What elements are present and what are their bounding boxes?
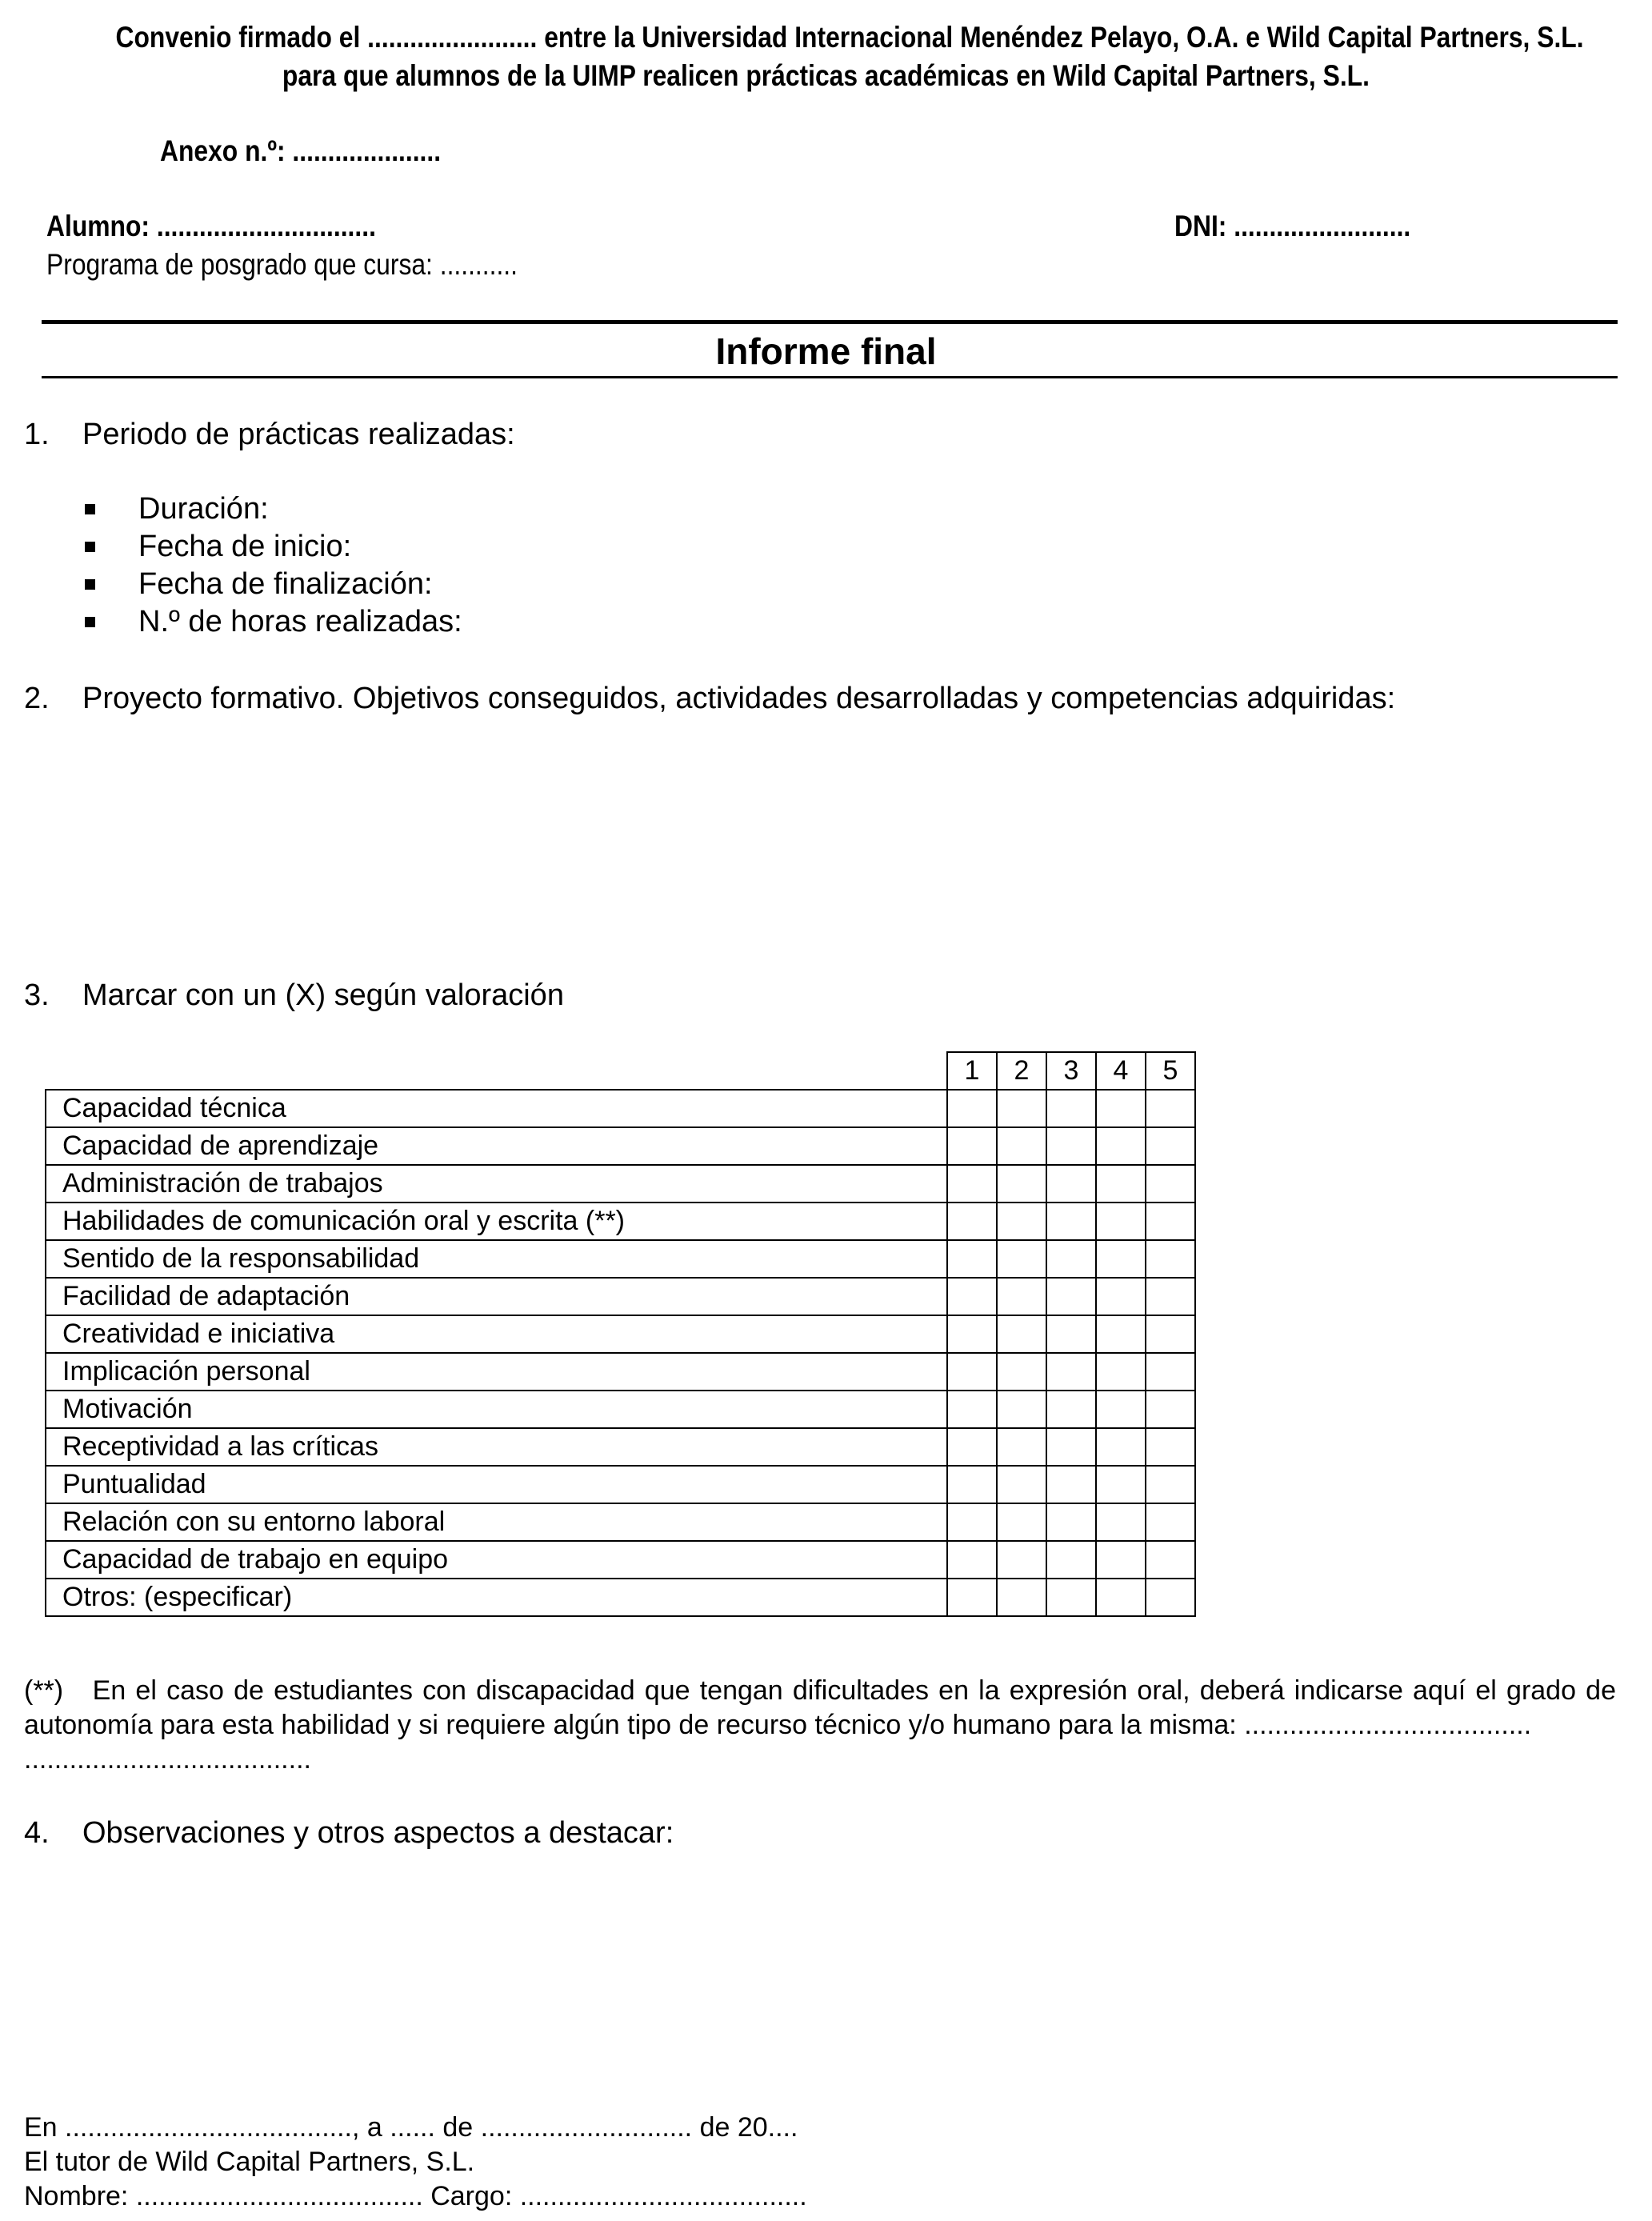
agreement-header-line-2: para que alumnos de la UIMP realicen prácticas académicas en Wild Capital Partners, S.L. [282, 59, 1370, 92]
programa-field: Programa de posgrado que cursa: ........... [46, 248, 518, 281]
title-bottom-rule [42, 376, 1618, 378]
rating-cell[interactable] [947, 1353, 997, 1391]
rating-cell[interactable] [1146, 1541, 1195, 1579]
rating-cell[interactable] [1096, 1165, 1146, 1203]
table-row [46, 1165, 1195, 1203]
rating-cell[interactable] [1146, 1090, 1195, 1127]
table-row [46, 1391, 1195, 1428]
rating-cell[interactable] [997, 1503, 1046, 1541]
footnote-mark: (**) [24, 1675, 64, 1706]
rating-cell[interactable] [1096, 1127, 1146, 1165]
table-row [46, 1315, 1195, 1353]
rating-cell[interactable] [1046, 1240, 1096, 1278]
scale-header: 4 [1096, 1052, 1146, 1090]
criterion-label: Creatividad e iniciativa [46, 1315, 947, 1353]
section-3-number: 3. [24, 978, 50, 1012]
rating-cell[interactable] [947, 1503, 997, 1541]
rating-cell[interactable] [997, 1278, 1046, 1315]
rating-cell[interactable] [947, 1203, 997, 1240]
rating-header-blank [46, 1052, 947, 1090]
table-row [46, 1240, 1195, 1278]
section-4-heading: Observaciones y otros aspectos a destacar: [82, 1816, 674, 1850]
rating-cell[interactable] [1046, 1127, 1096, 1165]
rating-cell[interactable] [997, 1240, 1046, 1278]
rating-cell[interactable] [1096, 1466, 1146, 1503]
rating-cell[interactable] [947, 1466, 997, 1503]
rating-cell[interactable] [1046, 1541, 1096, 1579]
section-2-heading: Proyecto formativo. Objetivos conseguidos, actividades desarrolladas y competencias adquiridas: [82, 682, 1396, 715]
anexo-field: Anexo n.º: ..................... [160, 134, 442, 167]
rating-table [45, 1051, 1196, 1617]
bullet-icon [85, 579, 95, 590]
rating-cell[interactable] [1146, 1203, 1195, 1240]
rating-cell[interactable] [947, 1240, 997, 1278]
rating-cell[interactable] [1096, 1579, 1146, 1616]
rating-cell[interactable] [997, 1090, 1046, 1127]
rating-cell[interactable] [1046, 1090, 1096, 1127]
table-row [46, 1203, 1195, 1240]
criterion-label: Receptividad a las críticas [46, 1428, 947, 1466]
rating-cell[interactable] [1046, 1353, 1096, 1391]
rating-cell[interactable] [1096, 1503, 1146, 1541]
section-4-number: 4. [24, 1816, 50, 1850]
item-horas: N.º de horas realizadas: [138, 605, 462, 638]
rating-cell[interactable] [997, 1579, 1046, 1616]
rating-cell[interactable] [1046, 1579, 1096, 1616]
rating-cell[interactable] [1046, 1391, 1096, 1428]
rating-cell[interactable] [1146, 1391, 1195, 1428]
criterion-label: Habilidades de comunicación oral y escrita (**) [46, 1203, 947, 1240]
nombre-cargo-line: Nombre: ...................................... Cargo: ...................................... [24, 2181, 807, 2211]
rating-cell[interactable] [1146, 1278, 1195, 1315]
criterion-label: Motivación [46, 1391, 947, 1428]
item-fecha-finalizacion: Fecha de finalización: [138, 567, 433, 601]
rating-cell[interactable] [997, 1541, 1046, 1579]
section-1-heading: Periodo de prácticas realizadas: [82, 418, 515, 451]
criterion-label: Sentido de la responsabilidad [46, 1240, 947, 1278]
item-fecha-inicio: Fecha de inicio: [138, 530, 352, 563]
footnote [24, 1674, 1616, 1777]
rating-cell[interactable] [997, 1353, 1046, 1391]
bullet-icon [85, 504, 95, 514]
item-duracion: Duración: [138, 492, 269, 526]
rating-cell[interactable] [1146, 1503, 1195, 1541]
rating-cell[interactable] [1146, 1315, 1195, 1353]
table-row [46, 1428, 1195, 1466]
rating-cell[interactable] [947, 1165, 997, 1203]
bullet-icon [85, 617, 95, 627]
rating-cell[interactable] [1146, 1240, 1195, 1278]
criterion-label: Facilidad de adaptación [46, 1278, 947, 1315]
rating-cell[interactable] [1146, 1353, 1195, 1391]
rating-cell[interactable] [997, 1203, 1046, 1240]
scale-header: 3 [1046, 1052, 1096, 1090]
rating-cell[interactable] [1046, 1203, 1096, 1240]
rating-cell[interactable] [1096, 1278, 1146, 1315]
rating-cell[interactable] [1046, 1428, 1096, 1466]
rating-cell[interactable] [1146, 1579, 1195, 1616]
scale-header: 2 [997, 1052, 1046, 1090]
rating-cell[interactable] [1046, 1503, 1096, 1541]
table-row [46, 1278, 1195, 1315]
rating-cell[interactable] [947, 1541, 997, 1579]
rating-cell[interactable] [1146, 1466, 1195, 1503]
table-row [46, 1503, 1195, 1541]
table-row [46, 1579, 1195, 1616]
criterion-label: Puntualidad [46, 1466, 947, 1503]
rating-cell[interactable] [1096, 1203, 1146, 1240]
rating-cell[interactable] [947, 1278, 997, 1315]
rating-cell[interactable] [947, 1391, 997, 1428]
scale-header: 1 [947, 1052, 997, 1090]
rating-cell[interactable] [1096, 1353, 1146, 1391]
table-row [46, 1541, 1195, 1579]
section-1-number: 1. [24, 418, 50, 451]
scale-header: 5 [1146, 1052, 1195, 1090]
rating-cell[interactable] [1146, 1127, 1195, 1165]
criterion-label: Implicación personal [46, 1353, 947, 1391]
rating-cell[interactable] [1096, 1391, 1146, 1428]
table-row [46, 1353, 1195, 1391]
rating-cell[interactable] [947, 1127, 997, 1165]
footnote-continuation: ...................................... [24, 1744, 311, 1775]
dni-field: DNI: ......................... [1174, 210, 1411, 242]
rating-cell[interactable] [947, 1428, 997, 1466]
rating-cell[interactable] [1096, 1240, 1146, 1278]
rating-cell[interactable] [1046, 1278, 1096, 1315]
criterion-label: Relación con su entorno laboral [46, 1503, 947, 1541]
rating-scale-row [46, 1052, 1195, 1090]
rating-cell[interactable] [1096, 1428, 1146, 1466]
section-2-number: 2. [24, 682, 50, 715]
criterion-label: Otros: (especificar) [46, 1579, 947, 1616]
title-top-rule [42, 320, 1618, 324]
rating-cell[interactable] [1096, 1090, 1146, 1127]
rating-cell[interactable] [997, 1127, 1046, 1165]
rating-cell[interactable] [997, 1165, 1046, 1203]
rating-cell[interactable] [1046, 1165, 1096, 1203]
rating-cell[interactable] [1146, 1428, 1195, 1466]
bullet-icon [85, 542, 95, 552]
rating-cell[interactable] [997, 1428, 1046, 1466]
rating-cell[interactable] [997, 1391, 1046, 1428]
section-3-heading: Marcar con un (X) según valoración [82, 978, 564, 1012]
rating-cell[interactable] [947, 1090, 997, 1127]
rating-cell[interactable] [1146, 1165, 1195, 1203]
criterion-label: Capacidad de aprendizaje [46, 1127, 947, 1165]
table-row [46, 1090, 1195, 1127]
tutor-line: El tutor de Wild Capital Partners, S.L. [24, 2147, 475, 2177]
rating-cell[interactable] [997, 1315, 1046, 1353]
alumno-field: Alumno: ............................... [46, 210, 376, 242]
table-row [46, 1127, 1195, 1165]
rating-cell[interactable] [947, 1579, 997, 1616]
criterion-label: Capacidad técnica [46, 1090, 947, 1127]
criterion-label: Capacidad de trabajo en equipo [46, 1541, 947, 1579]
rating-cell[interactable] [1096, 1541, 1146, 1579]
agreement-header-line-1: Convenio firmado el ........................ entre la Universidad Internacional Menéndez Pelayo, O.A. e Wild Capital Partners, S.L. [115, 21, 1584, 54]
table-row [46, 1466, 1195, 1503]
rating-cell[interactable] [947, 1315, 997, 1353]
rating-cell[interactable] [1046, 1315, 1096, 1353]
criterion-label: Administración de trabajos [46, 1165, 947, 1203]
place-date-line: En ......................................, a ...... de ............................ de 20.... [24, 2112, 798, 2143]
page-title: Informe final [715, 330, 937, 372]
rating-cell[interactable] [997, 1466, 1046, 1503]
footnote-text: En el caso de estudiantes con discapacidad que tengan dificultades en la expresión oral, deberá indicarse aquí el grado de autonomía para esta habilidad y si requiere algún tipo de recurso técnico y/o humano para la misma: ...................................... [24, 1675, 1616, 1740]
rating-cell[interactable] [1046, 1466, 1096, 1503]
rating-cell[interactable] [1096, 1315, 1146, 1353]
